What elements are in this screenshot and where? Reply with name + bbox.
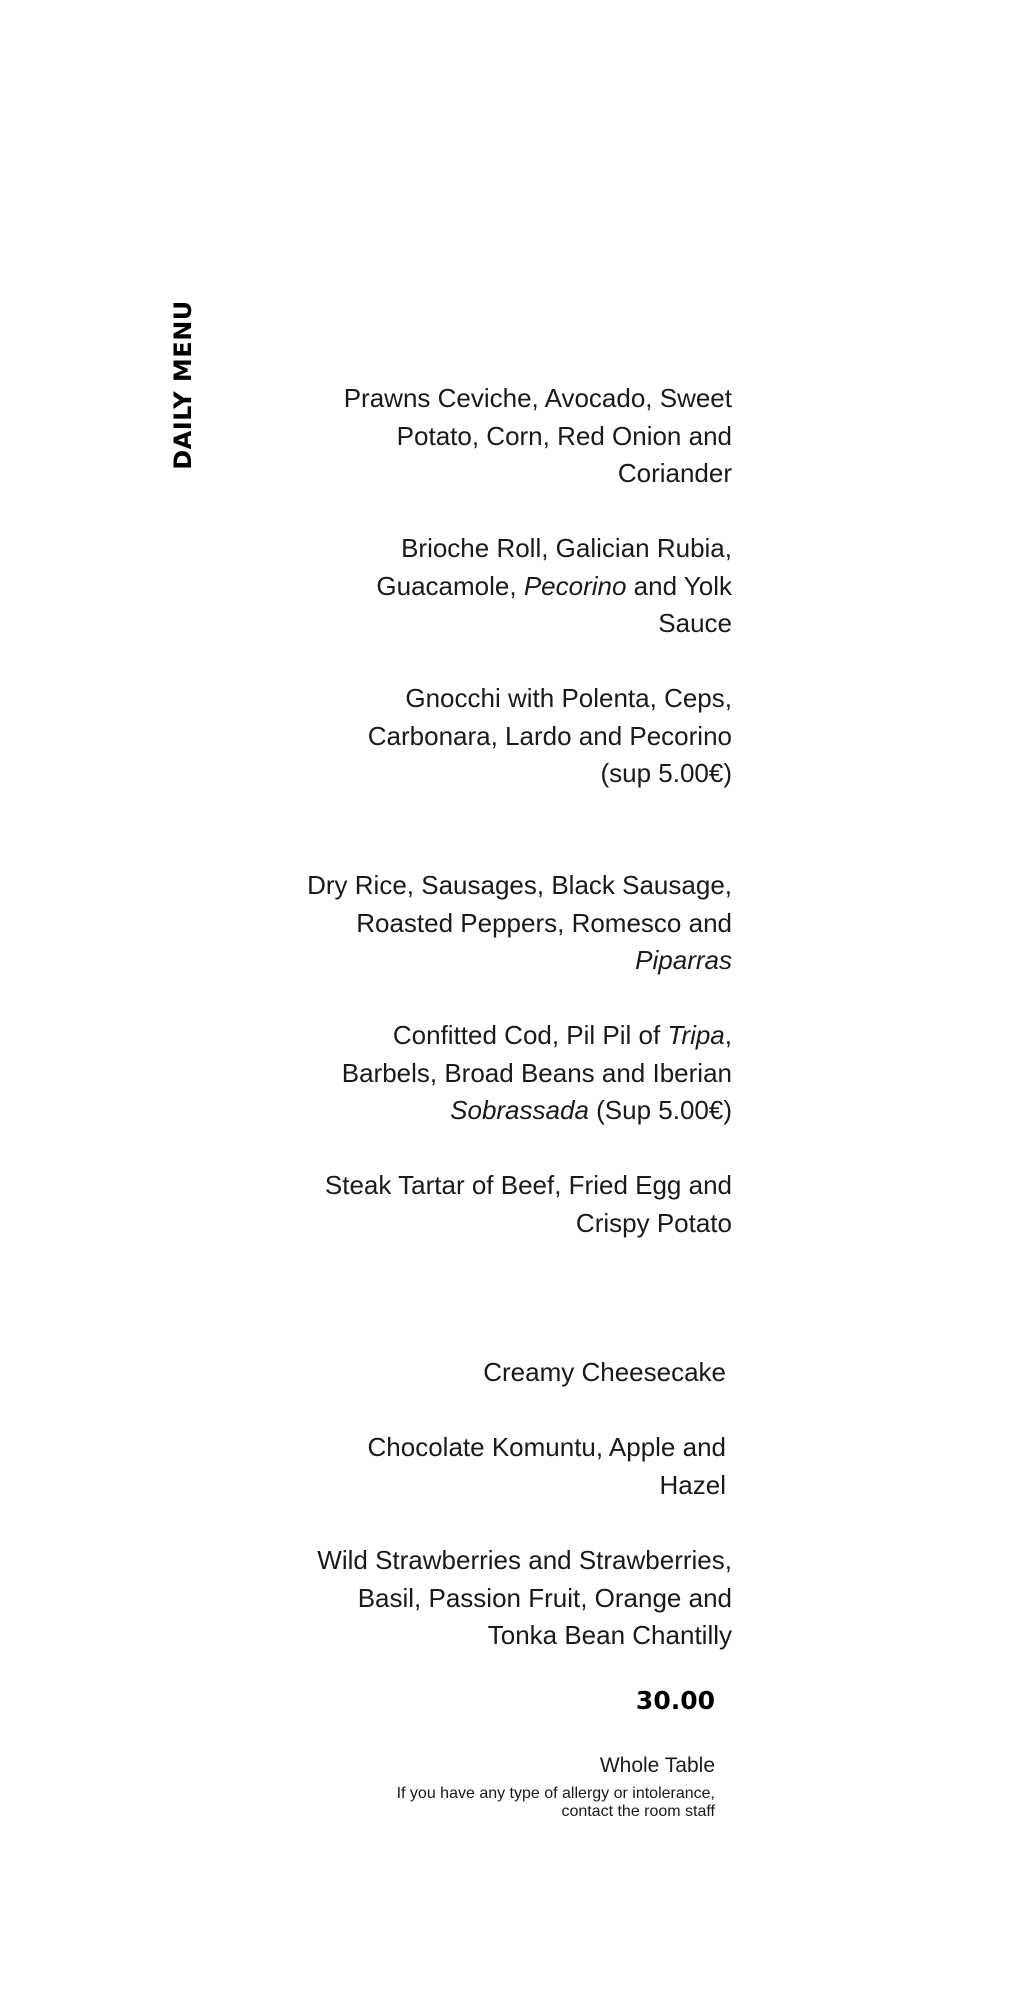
allergy-note: [295, 1785, 715, 1821]
dish-line: [262, 1092, 732, 1130]
dish-text-italic: Tripa: [667, 1020, 725, 1050]
dish-text: Sauce: [658, 608, 732, 638]
dish-line: [262, 530, 732, 568]
dish-line: [256, 1354, 726, 1392]
dish-line: [262, 455, 732, 493]
dish-text-italic: Pecorino: [523, 570, 627, 601]
dish-line: [256, 1429, 726, 1467]
dish-text: Steak Tartar of Beef, Fried Egg and: [324, 1170, 732, 1200]
dish-text: Brioche Roll, Galician Rubia,: [401, 533, 732, 563]
dish-text: Potato, Corn, Red Onion and: [396, 420, 732, 451]
dish-text: Tonka Bean Chantilly: [487, 1620, 732, 1650]
dish-text: Chocolate Komuntu, Apple and: [367, 1432, 726, 1462]
menu-price: 30.00: [635, 1686, 715, 1715]
dish-5: [262, 1017, 732, 1130]
whole-table-note: Whole Table: [599, 1754, 715, 1777]
dish-text: Gnocchi with Polenta, Ceps,: [405, 683, 732, 713]
dish-text: and Yolk: [626, 570, 732, 601]
dish-text: Creamy Cheesecake: [483, 1357, 726, 1387]
dish-line: [262, 1617, 732, 1655]
dish-text: Dry Rice, Sausages, Black Sausage,: [307, 870, 732, 900]
dish-line: [262, 942, 732, 980]
dish-text: Barbels, Broad Beans and Iberian: [341, 1057, 732, 1088]
dish-line: [262, 568, 732, 606]
dish-line: [262, 1542, 732, 1580]
dish-line: [262, 718, 732, 756]
dish-line: [262, 1205, 732, 1243]
dish-1: [262, 380, 732, 493]
dish-line: [262, 680, 732, 718]
menu-title: DAILY MENU: [169, 300, 197, 470]
dish-text: Basil, Passion Fruit, Orange and: [357, 1582, 732, 1613]
dish-line: [256, 1467, 726, 1505]
dish-4: [262, 867, 732, 980]
dish-line: [262, 905, 732, 943]
dish-6: [262, 1167, 732, 1242]
dish-3: [262, 680, 732, 793]
dish-line: [262, 755, 732, 793]
allergy-note-line-1: If you have any type of allergy or intolerance,: [396, 1785, 715, 1802]
dish-text-italic: Sobrassada: [450, 1095, 589, 1125]
dish-text: Crispy Potato: [575, 1207, 732, 1238]
dish-text-italic: Piparras: [635, 945, 732, 975]
dish-text: Prawns Ceviche, Avocado, Sweet: [343, 383, 732, 413]
dish-line: [262, 1580, 732, 1618]
dish-2: [262, 530, 732, 643]
dish-line: [262, 605, 732, 643]
dish-text: (sup 5.00€): [600, 758, 732, 788]
dish-text: Guacamole,: [376, 570, 524, 601]
dish-8: [256, 1429, 726, 1504]
dish-text: ,: [724, 1020, 732, 1050]
dish-text: Roasted Peppers, Romesco and: [356, 907, 732, 938]
dish-line: [262, 380, 732, 418]
dish-text: Confitted Cod, Pil Pil of: [392, 1020, 668, 1050]
dish-text: (Sup 5.00€): [588, 1095, 732, 1125]
dish-text: Carbonara, Lardo and Pecorino: [367, 720, 732, 751]
dish-line: [262, 1167, 732, 1205]
dish-text: Wild Strawberries and Strawberries,: [317, 1545, 732, 1575]
dish-9: [262, 1542, 732, 1655]
allergy-note-line-2: contact the room staff: [561, 1803, 715, 1820]
dish-7: [256, 1354, 726, 1392]
dish-text: Hazel: [659, 1469, 726, 1500]
dish-text: Coriander: [617, 458, 732, 488]
dish-line: [262, 1055, 732, 1093]
dish-line: [262, 1017, 732, 1055]
dish-line: [262, 867, 732, 905]
dish-line: [262, 418, 732, 456]
